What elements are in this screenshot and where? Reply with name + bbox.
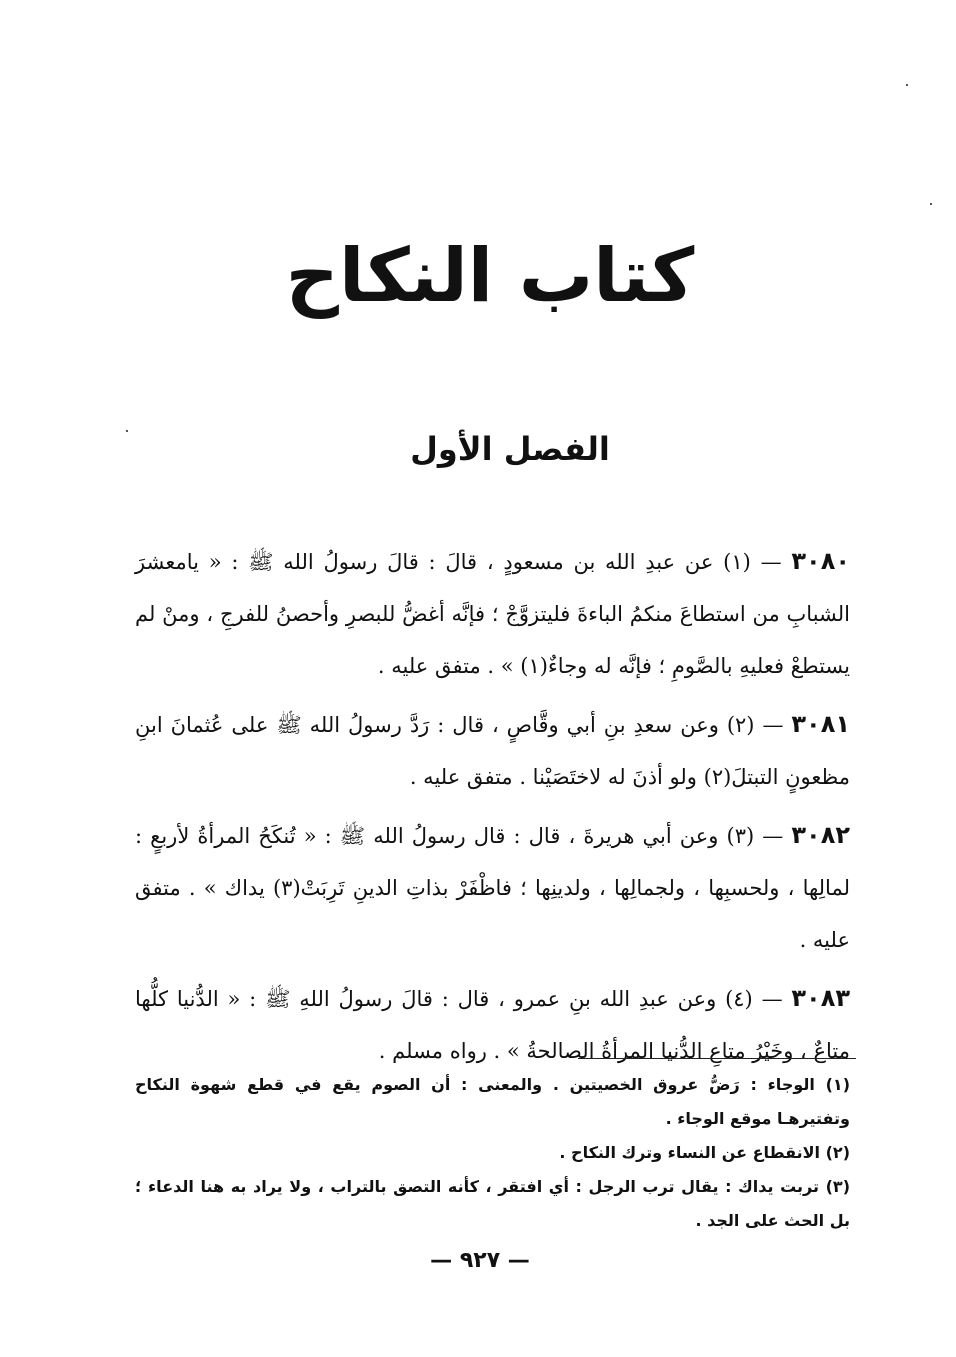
footnote-item: (٣) تربت يداك : يقال ترب الرجل : أي افتقر ، كأنه التصق بالتراب ، ولا يراد به هنا الدعاء ؛ بل الحث على الجد . (135, 1177, 850, 1230)
hadith-text: — (٢) وعن سعدِ بنِ أبي وقَّاصٍ ، قال : رَدَّ رسولُ الله ﷺ على عُثمانَ ابنِ مظعونٍ التبتلَ(٢) ولو أذنَ له لاختَصَيْنا . متفق عليه . (135, 713, 850, 789)
scan-speck (906, 84, 908, 86)
book-title: كتاب النكاح (285, 233, 695, 319)
page-number: — ٩٢٧ — (430, 1248, 530, 1273)
footnotes (135, 1068, 850, 1238)
hadith-number: ٣٠٨٣ (791, 984, 850, 1012)
footnote-divider (578, 1058, 856, 1059)
hadith-number: ٣٠٨١ (791, 710, 850, 738)
hadith-item (135, 535, 850, 692)
scan-speck (126, 430, 128, 432)
hadith-number: ٣٠٨٠ (791, 547, 850, 575)
chapter-title: الفصل الأول (410, 430, 610, 468)
scan-speck (930, 203, 932, 205)
hadith-text: — (٣) وعن أبي هريرةَ ، قال : قال رسولُ الله ﷺ : « تُنكَحُ المرأةُ لأربعٍ : لمالِها ، ولحسبِها ، ولجمالِها ، ولدينِها ؛ فاظْفَرْ بذاتِ الدينِ تَرِبَتْ(٣) يداك » . متفق عليه . (135, 824, 850, 952)
hadith-text: — (٤) وعن عبدِ الله بنِ عمرو ، قال : قالَ رسولُ اللهِ ﷺ : « الدُّنيا كلُّها متاعٌ ، وخَيْرُ متاعِ الدُّنيا المرأةُ الصالحةُ » . رواه مسلم . (135, 987, 850, 1063)
hadith-item (135, 972, 850, 1077)
hadith-item (135, 698, 850, 803)
hadith-list (135, 535, 850, 1083)
hadith-item (135, 809, 850, 966)
hadith-text: — (١) عن عبدِ الله بن مسعودٍ ، قالَ : قالَ رسولُ الله ﷺ : « يامعشرَ الشبابِ من استطاعَ منكمُ الباءةَ فليتزوَّجْ ؛ فإنَّه أغضُّ للبصرِ وأحصنُ للفرجِ ، ومنْ لم يستطعْ فعليهِ بالصَّومِ ؛ فإنَّه له وجاءٌ(١) » . متفق عليه . (135, 550, 850, 678)
hadith-number: ٣٠٨٢ (791, 821, 850, 849)
footnote-item: (١) الوجاء : رَضُّ عروق الخصيتين . والمعنى : أن الصوم يقع في قطع شهوة النكاح وتفتيرهـا موقع الوجاء . (135, 1075, 850, 1128)
footnote-item: (٢) الانقطاع عن النساء وترك النكاح . (559, 1143, 850, 1162)
